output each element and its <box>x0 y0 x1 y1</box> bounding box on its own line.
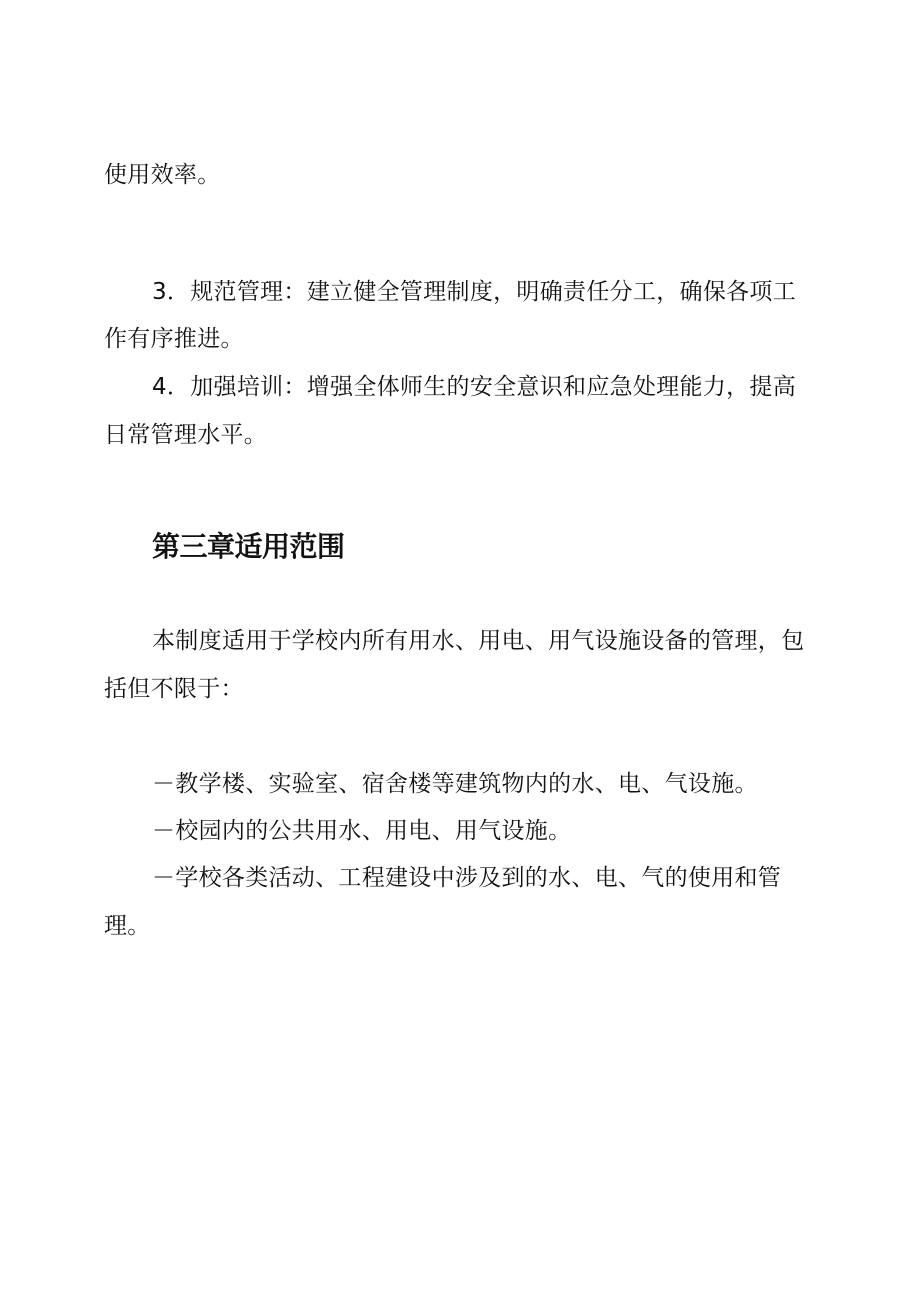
chapter-title: 第三章适用范围 <box>152 530 345 563</box>
item-4-line-1: 4．加强培训：增强全体师生的安全意识和应急处理能力，提高 <box>152 374 797 400</box>
item-3-line-2: 作有序推进。 <box>104 326 244 352</box>
paragraph-continuation: 使用效率。 <box>104 162 221 188</box>
bullet-item-3-line-2: 理。 <box>104 913 151 939</box>
item-4-line-2: 日常管理水平。 <box>104 422 268 448</box>
item-3-line-1: 3．规范管理：建立健全管理制度，明确责任分工，确保各项工 <box>152 279 797 305</box>
bullet-item-3-line-1: －学校各类活动、工程建设中涉及到的水、电、气的使用和管 <box>152 865 782 891</box>
scope-intro-line-1: 本制度适用于学校内所有用水、用电、用气设施设备的管理，包 <box>152 628 805 654</box>
bullet-item-1: －教学楼、实验室、宿舍楼等建筑物内的水、电、气设施。 <box>152 771 758 797</box>
scope-intro-line-2: 括但不限于： <box>104 676 244 702</box>
bullet-item-2: －校园内的公共用水、用电、用气设施。 <box>152 818 572 844</box>
